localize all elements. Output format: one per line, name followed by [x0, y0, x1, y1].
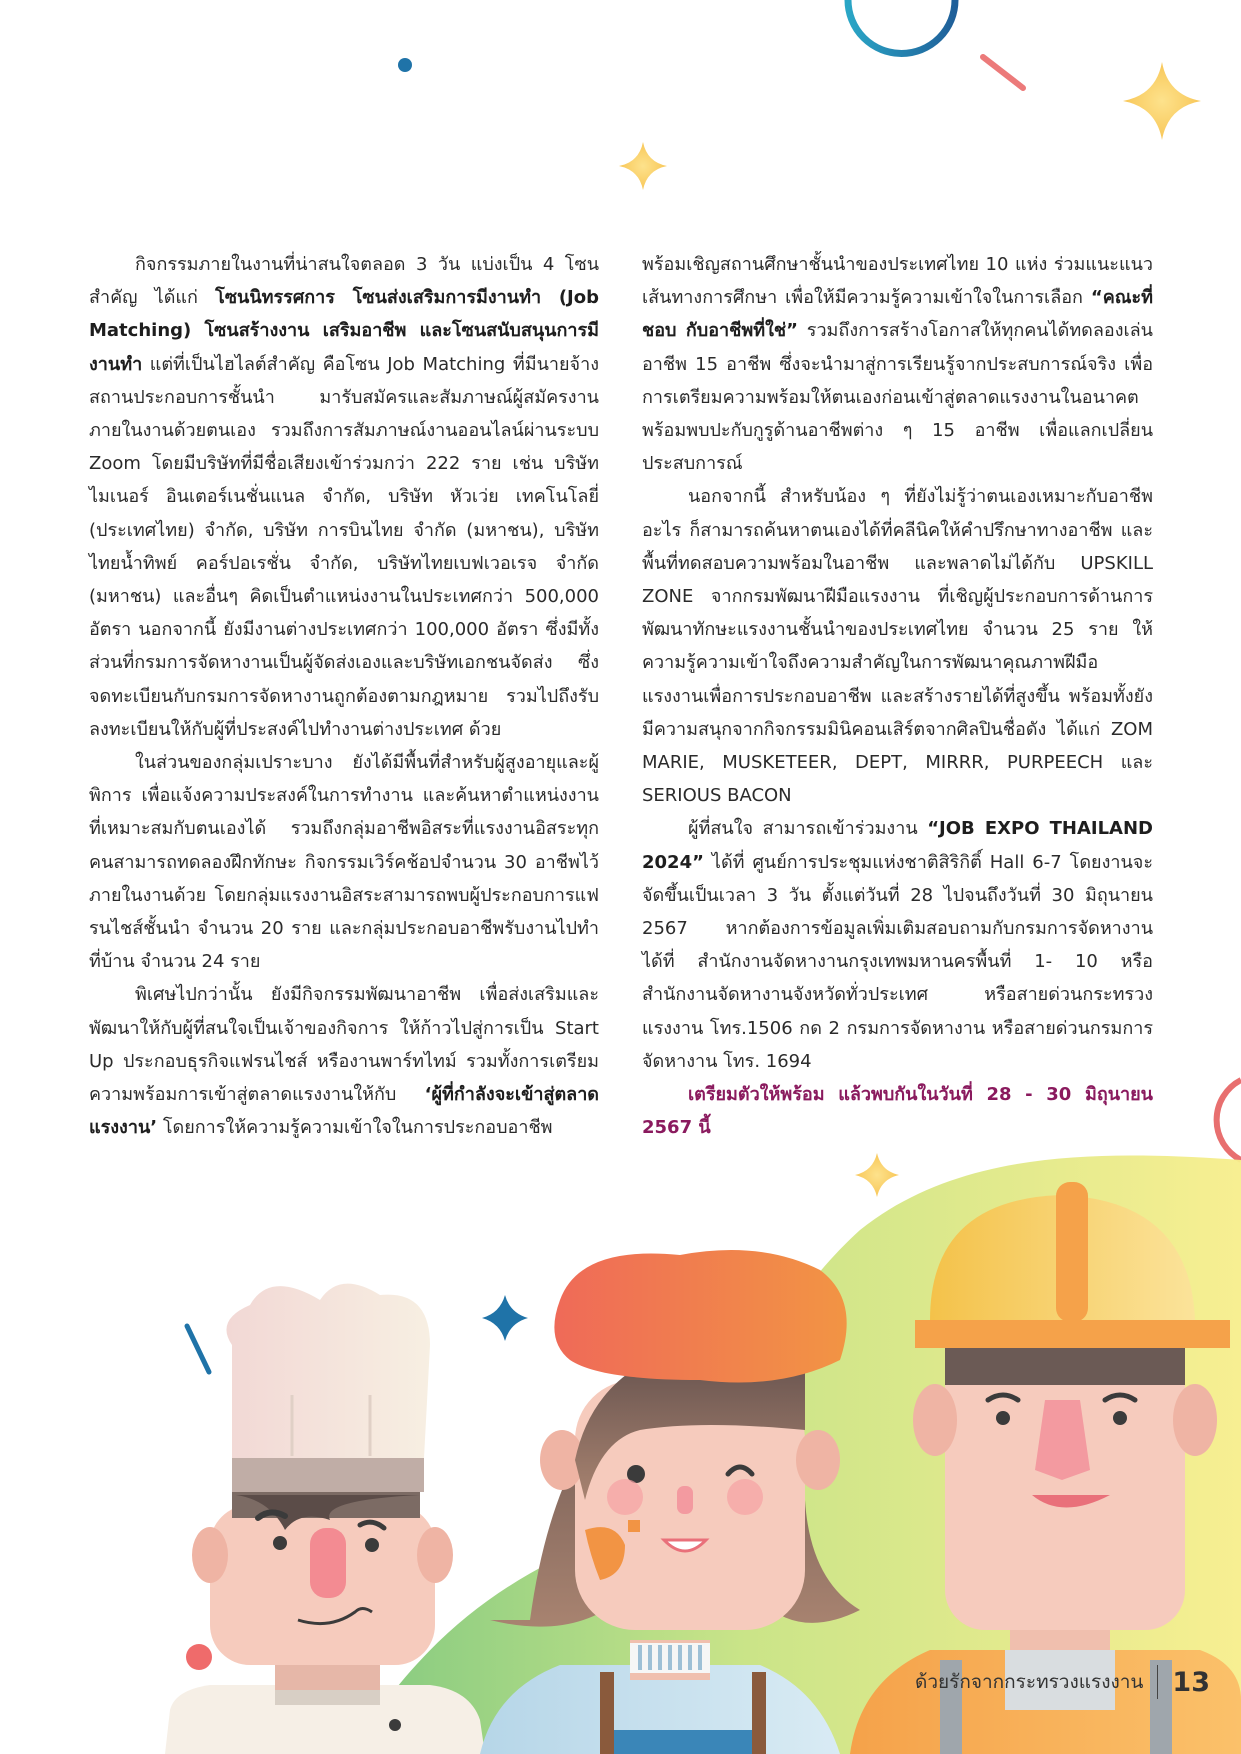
closing-highlight: เตรียมตัวให้พร้อม แล้วพบกันในวันที่ 28 - 30 มิถุนายน 2567 นี้: [642, 1084, 1153, 1139]
ring-icon: [848, 0, 955, 53]
paragraph: ในส่วนของกลุ่มเปราะบาง ยังได้มีพื้นที่สำหรับผู้สูงอายุและผู้พิการ เพื่อแจ้งความประสงค์ในการทำงาน และค้นหาตำแหน่งงานที่เหมาะสมกับตนเองได้ รวมถึงกลุ่มอาชีพอิสระที่แรงงานอิสระทุกคนสามารถทดลองฝึกทักษะ กิจกรรมเวิร์คช้อปจำนวน 30 อาชีพไว้ภายในงานด้วย โดยกลุ่มแรงงานอิสระสามารถพบผู้ประกอบการแฟรนไชส์ชั้นนำ จำนวน 20 ราย และกลุ่มประกอบอาชีพรับงานไปทำที่บ้าน จำนวน 24 ราย: [89, 752, 599, 973]
footer-tagline: ด้วยรักจากกระทรวงแรงงาน: [915, 1671, 1144, 1693]
article-right-column: [642, 248, 1153, 1144]
dot-icon: [398, 58, 412, 72]
dash-icon: [187, 1326, 209, 1372]
footer-divider: [1157, 1665, 1158, 1699]
paragraph: นอกจากนี้ สำหรับน้อง ๆ ที่ยังไม่รู้ว่าตนเองเหมาะกับอาชีพอะไร ก็สามารถค้นหาตนเองได้ที่คลีนิคให้คำปรึกษาทางอาชีพ และพื้นที่ทดสอบความพร้อมในอาชีพ และพลาดไม่ได้กับ UPSKILL ZONE จากกรมพัฒนาฝีมือแรงงาน ที่เชิญผู้ประกอบการด้านการพัฒนาทักษะแรงงานชั้นนำของประเทศไทย จำนวน 25 ราย ให้ความรู้ความเข้าใจถึงความสำคัญในการพัฒนาคุณภาพฝีมือแรงงานเพื่อการประกอบอาชีพ และสร้างรายได้ที่สูงขึ้น พร้อมทั้งยังมีความสนุกจากกิจกรรมมินิคอนเสิร์ตจากศิลปินชื่อดัง ได้แก่ ZOM MARIE, MUSKETEER, DEPT, MIRRR, PURPEECH และ SERIOUS BACON: [642, 486, 1153, 807]
page-number: 13: [1172, 1666, 1210, 1698]
paragraph: พิเศษไปกว่านั้น ยังมีกิจกรรมพัฒนาอาชีพ เพื่อส่งเสริมและพัฒนาให้กับผู้ที่สนใจเป็นเจ้าของกิจการ ให้ก้าวไปสู่การเป็น Start Up ประกอบธุรกิจแฟรนไชส์ หรืองานพาร์ทไทม์ รวมทั้งการเตรียมความพร้อมการเข้าสู่ตลาดแรงงานให้กับ ‘ผู้ที่กำลังจะเข้าสู่ตลาดแรงงาน’ โดยการให้ความรู้ความเข้าใจในการประกอบอาชีพ: [89, 984, 599, 1139]
paragraph: พร้อมเชิญสถานศึกษาชั้นนำของประเทศไทย 10 แห่ง ร่วมแนะแนวเส้นทางการศึกษา เพื่อให้มีความรู้ความเข้าใจในการเลือก “คณะที่ชอบ กับอาชีพที่ใช่” รวมถึงการสร้างโอกาสให้ทุกคนได้ทดลองเล่นอาชีพ 15 อาชีพ ซึ่งจะนำมาสู่การเรียนรู้จากประสบการณ์จริง เพื่อการเตรียมความพร้อมให้ตนเองก่อนเข้าสู่ตลาดแรงงานในอนาคต พร้อมพบปะกับกูรูด้านอาชีพต่าง ๆ 15 อาชีพ เพื่อแลกเปลี่ยนประสบการณ์: [642, 254, 1153, 475]
page-footer: [900, 1662, 1210, 1702]
dash-icon: [983, 57, 1023, 88]
ring-icon: [1217, 1080, 1241, 1160]
article-left-column: [89, 248, 599, 1144]
sparkle-star-icon: [855, 1153, 899, 1197]
paragraph: กิจกรรมภายในงานที่น่าสนใจตลอด 3 วัน แบ่งเป็น 4 โซนสำคัญ ได้แก่ โซนนิทรรศการ โซนส่งเสริมการมีงานทำ (Job Matching) โซนสร้างงาน เสริมอาชีพ และโซนสนับสนุนการมีงานทำ แต่ที่เป็นไฮไลต์สำคัญ คือโซน Job Matching ที่มีนายจ้าง สถานประกอบการชั้นนำ มารับสมัครและสัมภาษณ์ผู้สมัครงานภายในงานด้วยตนเอง รวมถึงการสัมภาษณ์งานออนไลน์ผ่านระบบ Zoom โดยมีบริษัทที่มีชื่อเสียงเข้าร่วมกว่า 222 ราย เช่น บริษัท ไมเนอร์ อินเตอร์เนชั่นแนล จำกัด, บริษัท หัวเว่ย เทคโนโลยี่ (ประเทศไทย) จำกัด, บริษัท การบินไทย จำกัด (มหาชน), บริษัทไทยน้ำทิพย์ คอร์ปอเรชั่น จำกัด, บริษัทไทยเบฟเวอเรจ จำกัด (มหาชน) และอื่นๆ คิดเป็นตำแหน่งงานในประเทศกว่า 500,000 อัตรา นอกจากนี้ ยังมีงานต่างประเทศกว่า 100,000 อัตรา ซึ่งมีทั้งส่วนที่กรมการจัดหางานเป็นผู้จัดส่งเองและบริษัทเอกชนจัดส่ง ซึ่งจดทะเบียนกับกรมการจัดหางานถูกต้องตามกฎหมาย รวมไปถึงรับลงทะเบียนให้กับผู้ที่ประสงค์ไปทำงานต่างประเทศ ด้วย: [89, 254, 599, 740]
sparkle-star-icon: [1123, 62, 1201, 140]
dot-icon: [186, 1644, 212, 1670]
sparkle-star-icon: [482, 1295, 528, 1341]
paragraph: ผู้ที่สนใจ สามารถเข้าร่วมงาน “JOB EXPO THAILAND 2024” ได้ที่ ศูนย์การประชุมแห่งชาติสิริกิติ์ Hall 6-7 โดยงานจะจัดขึ้นเป็นเวลา 3 วัน ตั้งแต่วันที่ 28 ไปจนถึงวันที่ 30 มิถุนายน 2567 หากต้องการข้อมูลเพิ่มเติมสอบถามกับกรมการจัดหางาน ได้ที่ สำนักงานจัดหางานกรุงเทพมหานครพื้นที่ 1- 10 หรือสำนักงานจัดหางานจังหวัดทั่วประเทศ หรือสายด่วนกระทรวงแรงงาน โทร.1506 กด 2 กรมการจัดหางาน หรือสายด่วนกรมการจัดหางาน โทร. 1694: [642, 818, 1153, 1072]
sparkle-star-icon: [619, 142, 667, 190]
